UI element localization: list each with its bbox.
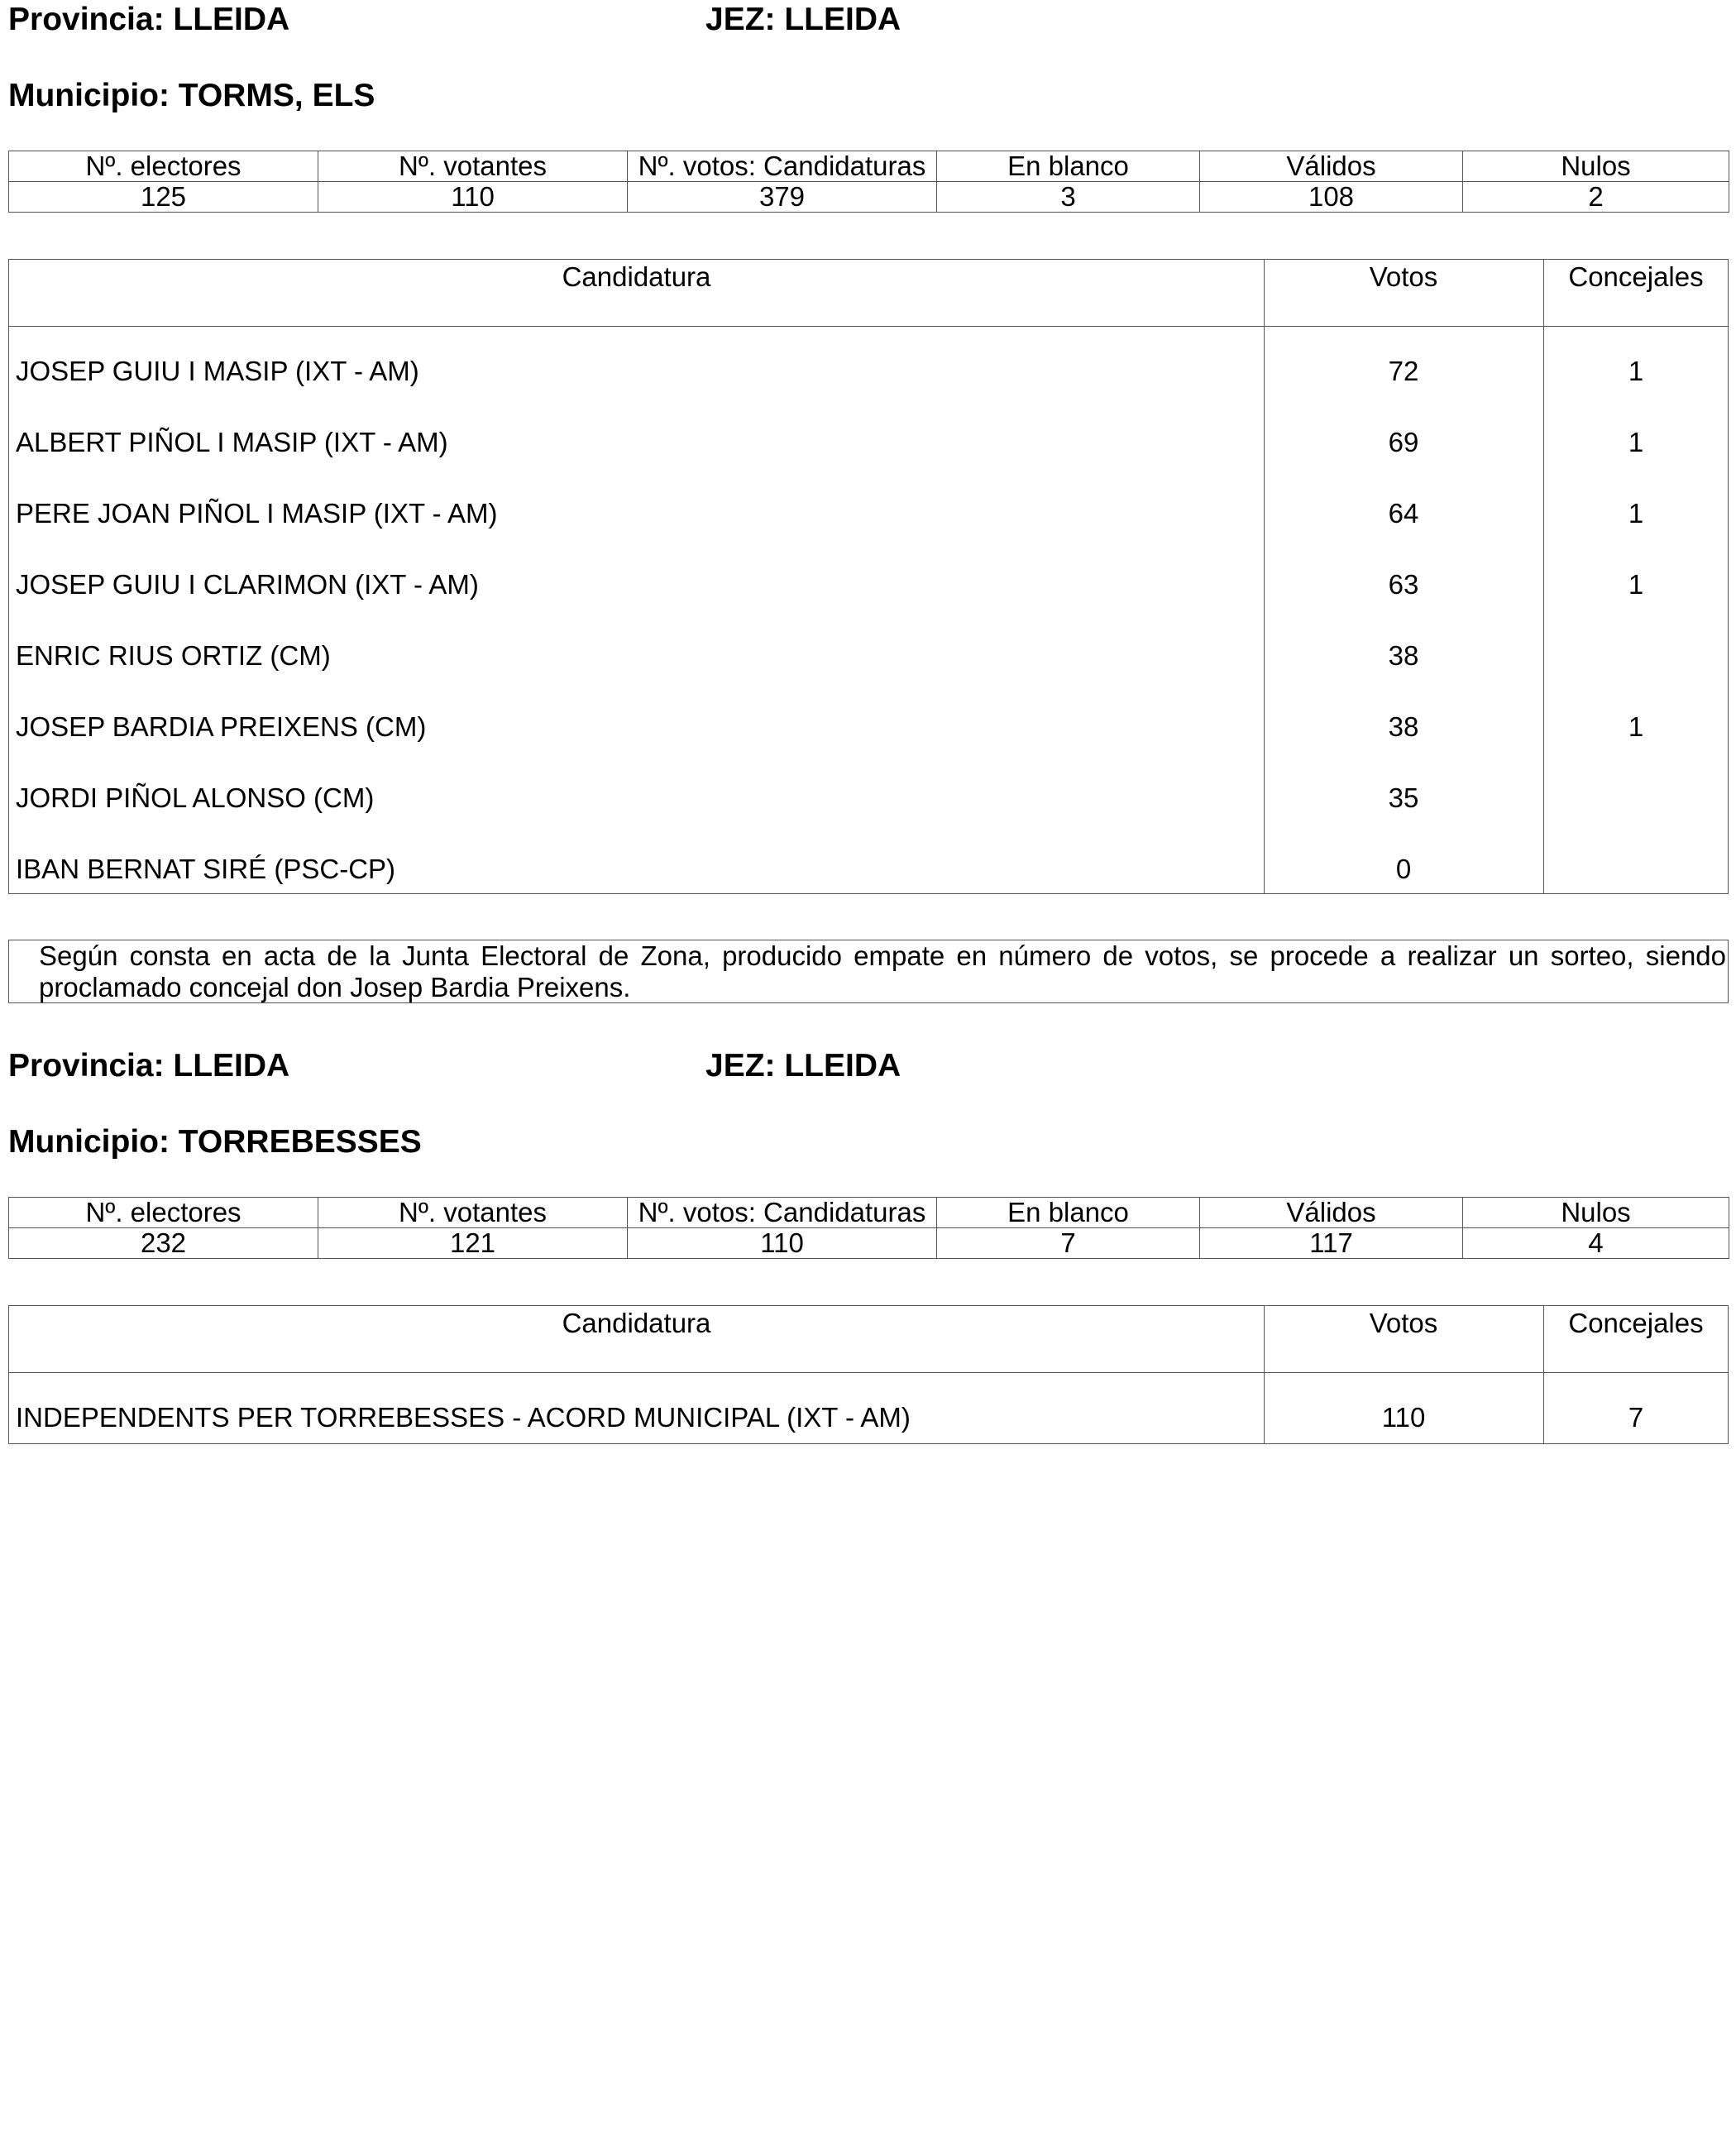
tie-note: Según consta en acta de la Junta Electoral de Zona, producido empate en número de votos, se procede a realizar un sorteo, siendo proclamado concejal don Josep Bardia Preixens. [8, 940, 1729, 1003]
candidate-name: ALBERT PIÑOL I MASIP (IXT - AM) [16, 427, 448, 457]
stats-electores: 125 [9, 182, 318, 213]
stats-nulos: 4 [1463, 1228, 1729, 1259]
candidate-concejales: 1 [1628, 356, 1644, 386]
candidate-name: IBAN BERNAT SIRÉ (PSC-CP) [16, 854, 396, 884]
candidate-row [9, 397, 1728, 468]
candidate-name: JOSEP GUIU I MASIP (IXT - AM) [16, 356, 419, 386]
stats-en-blanco: 7 [937, 1228, 1200, 1259]
stats-header-nulos: Nulos [1463, 1198, 1729, 1228]
candidates-table [8, 1305, 1729, 1444]
stats-value-row [9, 182, 1729, 213]
stats-header-votos-candidaturas: Nº. votos: Candidaturas [628, 1198, 937, 1228]
stats-validos: 117 [1200, 1228, 1463, 1259]
municipio-label: Municipio: TORMS, ELS [8, 78, 375, 113]
header-concejales: Concejales [1568, 1308, 1704, 1338]
stats-header-row [9, 151, 1729, 182]
stats-votos-candidaturas: 110 [628, 1228, 937, 1259]
stats-header-nulos: Nulos [1463, 151, 1729, 182]
stats-header-en-blanco: En blanco [937, 151, 1200, 182]
stats-nulos: 2 [1463, 182, 1729, 213]
stats-header-electores: Nº. electores [9, 1198, 318, 1228]
candidate-name: JOSEP GUIU I CLARIMON (IXT - AM) [16, 569, 479, 600]
stats-header-validos: Válidos [1200, 151, 1463, 182]
stats-header-electores: Nº. electores [9, 151, 318, 182]
candidate-row [9, 753, 1728, 824]
candidate-row [9, 326, 1728, 397]
header-candidatura: Candidatura [562, 261, 711, 292]
candidate-name: PERE JOAN PIÑOL I MASIP (IXT - AM) [16, 498, 498, 529]
candidate-votos: 63 [1388, 569, 1419, 600]
candidate-concejales: 7 [1628, 1402, 1644, 1433]
stats-value-row [9, 1228, 1729, 1259]
stats-votantes: 110 [318, 182, 628, 213]
header-candidatura: Candidatura [562, 1308, 711, 1338]
candidate-row [9, 824, 1728, 895]
header-concejales: Concejales [1568, 261, 1704, 292]
candidate-row [9, 539, 1728, 610]
candidate-name: JORDI PIÑOL ALONSO (CM) [16, 782, 375, 813]
candidate-votos: 38 [1388, 711, 1419, 742]
candidate-votos: 72 [1388, 356, 1419, 386]
stats-header-votos-candidaturas: Nº. votos: Candidaturas [628, 151, 937, 182]
stats-header-validos: Válidos [1200, 1198, 1463, 1228]
candidate-votos: 64 [1388, 498, 1419, 529]
candidates-table [8, 259, 1729, 894]
provincia-label: Provincia: LLEIDA [8, 2, 290, 37]
stats-table [8, 151, 1729, 213]
stats-header-en-blanco: En blanco [937, 1198, 1200, 1228]
candidate-votos: 38 [1388, 640, 1419, 671]
stats-table [8, 1197, 1729, 1259]
stats-header-votantes: Nº. votantes [318, 151, 628, 182]
candidate-concejales: 1 [1628, 711, 1644, 742]
candidate-row [9, 468, 1728, 539]
candidate-concejales: 1 [1628, 498, 1644, 529]
stats-votos-candidaturas: 379 [628, 182, 937, 213]
candidate-votos: 35 [1388, 782, 1419, 813]
header-votos: Votos [1369, 1308, 1438, 1338]
candidate-concejales: 1 [1628, 569, 1644, 600]
jez-label: JEZ: LLEIDA [705, 2, 901, 37]
candidate-votos: 0 [1395, 854, 1412, 884]
candidate-concejales: 1 [1628, 427, 1644, 457]
candidate-row [9, 1372, 1728, 1443]
municipio-label: Municipio: TORREBESSES [8, 1124, 422, 1160]
provincia-label: Provincia: LLEIDA [8, 1048, 290, 1084]
stats-votantes: 121 [318, 1228, 628, 1259]
stats-header-votantes: Nº. votantes [318, 1198, 628, 1228]
stats-en-blanco: 3 [937, 182, 1200, 213]
candidates-header [9, 260, 1728, 327]
stats-validos: 108 [1200, 182, 1463, 213]
candidate-name: JOSEP BARDIA PREIXENS (CM) [16, 711, 427, 742]
candidate-votos: 69 [1388, 427, 1419, 457]
stats-electores: 232 [9, 1228, 318, 1259]
candidate-votos: 110 [1381, 1402, 1426, 1433]
candidate-row [9, 682, 1728, 753]
candidate-name: ENRIC RIUS ORTIZ (CM) [16, 640, 331, 671]
candidates-header [9, 1306, 1728, 1373]
candidate-name: INDEPENDENTS PER TORREBESSES - ACORD MUNICIPAL (IXT - AM) [16, 1402, 911, 1433]
header-votos: Votos [1369, 261, 1438, 292]
jez-label: JEZ: LLEIDA [705, 1048, 901, 1084]
stats-header-row [9, 1198, 1729, 1228]
candidate-row [9, 610, 1728, 682]
